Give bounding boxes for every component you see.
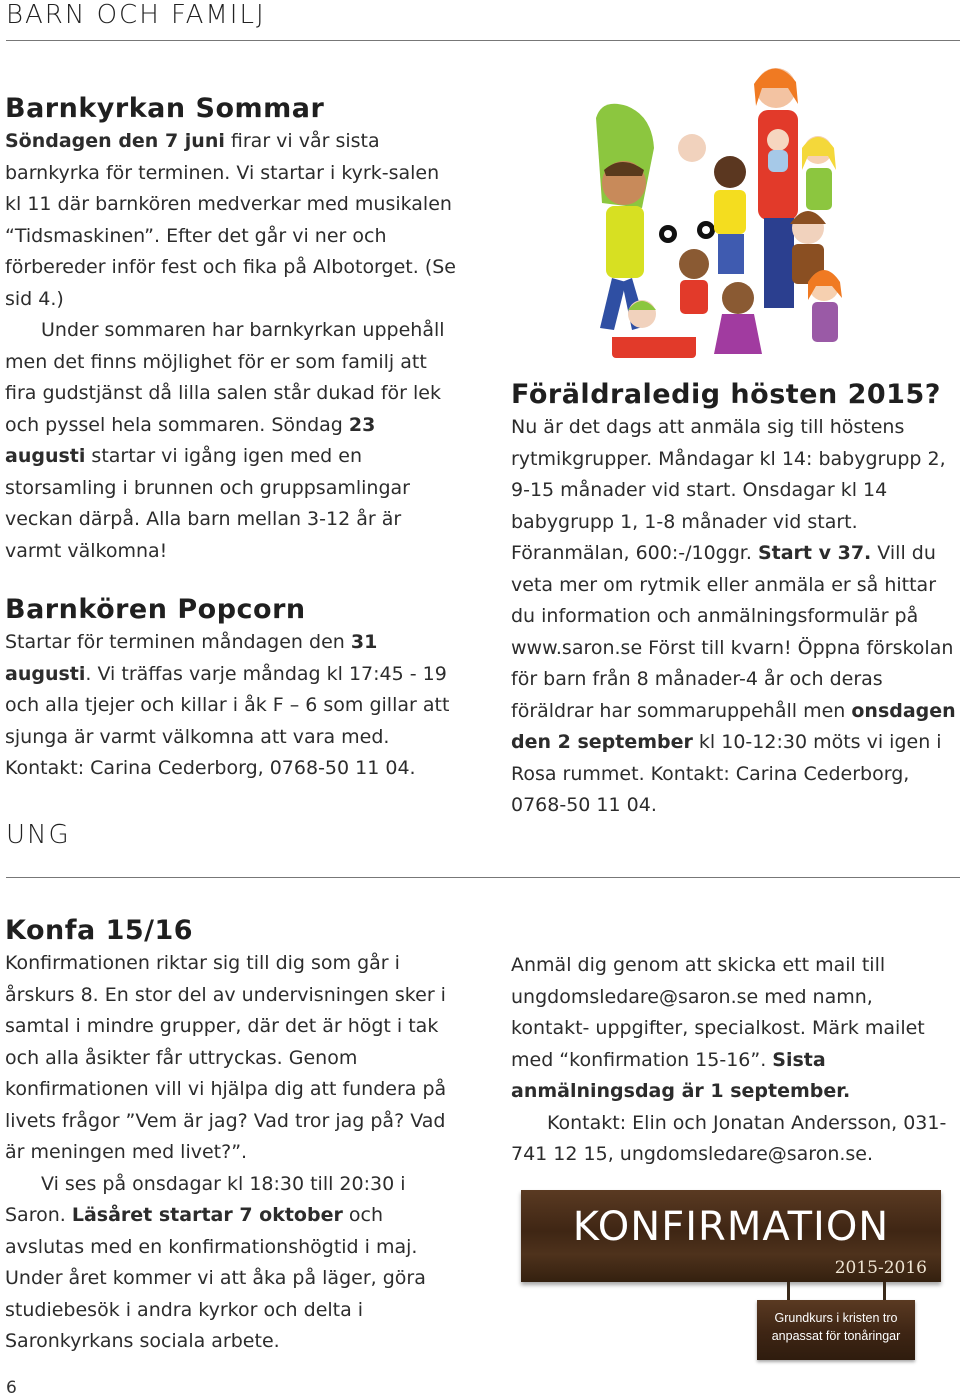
page-number: 6 [6, 1378, 17, 1398]
anmal-paragraph-2: Kontakt: Elin och Jonatan Andersson, 031-741 12 15, ungdomsledare@saron.se. [511, 1111, 947, 1165]
barnkyrkan-paragraph-2 [5, 315, 460, 567]
konfa-paragraph-1: Konfirmationen riktar sig till dig som går i årskurs 8. En stor del av undervisningen sker i samtal i mindre grupper, där det är högt i tak och alla åsikter får uttryckas. Genom konfirmationen vill vi hjälpa dig att fundera på livets frågor ”Vem är jag? Vad tror jag på? Vad är meningen med livet?”. [5, 952, 447, 1163]
konfirmation-sign [521, 1190, 941, 1400]
konfa-start-date: Läsåret startar 7 oktober [71, 1204, 343, 1226]
foraldraledig-date: onsdagen den 2 september [511, 699, 956, 753]
barnkyrkan-date: Söndagen den 7 juni [5, 130, 225, 152]
konfa-heading: Konfa 15/16 [5, 915, 194, 946]
barnkoren-heading: Barnkören Popcorn [5, 594, 306, 625]
barnkyrkan-text-2a: Under sommaren har barnkyrkan uppehåll men det finns möjlighet för er som familj att fira gudstjänst då lilla salen står dukad för lek och pyssel hela sommaren. Söndag [5, 319, 445, 436]
barnkoren-text-a: Startar för terminen måndagen den [5, 631, 351, 653]
right-column-top [511, 378, 959, 822]
anmal-deadline: Sista anmälningsdag är 1 september. [511, 1048, 851, 1102]
foraldraledig-paragraph [511, 412, 959, 822]
section-title-ung: UNG [6, 820, 71, 850]
foraldraledig-heading: Föräldraledig hösten 2015? [511, 379, 941, 410]
header-divider [6, 40, 960, 41]
sign-title: KONFIRMATION [572, 1204, 890, 1250]
sign-board [521, 1190, 941, 1282]
barnkoren-text-b: . Vi träffas varje måndag kl 17:45 - 19 och alla tjejer och killar i åk F – 6 som gillar att sjunga är varmt välkomna att vara med. Kontakt: Carina Cederborg, 0768-50 11 04. [5, 662, 450, 779]
konfa-text-2a: Vi ses på onsdagar kl 18:30 till 20:30 i Saron. [5, 1172, 406, 1226]
konfa-paragraph-2 [5, 1169, 457, 1358]
barnkyrkan-text-1: firar vi vår sista barnkyrka för terminen. Vi startar i kyrk-salen kl 11 där barnkören medverkar med musikalen “Tidsmaskinen”. Efter det går vi ner och förbereder inför fest och fika på Albotorget. (Se sid 4.) [5, 130, 456, 310]
sign-subtitle-1: Grundkurs i kristen tro [774, 1311, 898, 1325]
foraldraledig-start: Start v 37. [757, 542, 872, 564]
family-illustration [582, 58, 898, 376]
barnkoren-date: 31 augusti [5, 631, 378, 685]
konfa-text-2b: och avslutas med en konfirmationshögtid i maj. Under året kommer vi att åka på läger, göra studiebesök i andra kyrkor och delta i Saronkyrkans sociala arbete. [5, 1204, 426, 1352]
foraldraledig-text-b: Vill du veta mer om rytmik eller anmäla er så hittar du information och anmälningsformulär på www.saron.se Först till kvarn! Öppna förskolan för barn från 8 månader-4 år och deras föräldrar har sommaruppehåll men [511, 542, 954, 722]
section-title-barn-och-familj: BARN OCH FAMILJ [6, 0, 266, 30]
foraldraledig-text-a: Nu är det dags att anmäla sig till höstens rytmikgrupper. Måndagar kl 14: babygrupp 2, 9-15 månader vid start. Onsdagar kl 14 babygrupp 1, 1-8 månader vid start. Föranmälan, 600:-/10ggr. [511, 416, 946, 564]
anmal-paragraph-1 [511, 950, 951, 1108]
sign-subtitle-2: anpassat för tonåringar [771, 1329, 901, 1343]
anmal-text-1a: Anmäl dig genom att skicka ett mail till ungdomsledare@saron.se med namn, kontakt- uppgifter, specialkost. Märk mailet med “konfirmation 15-16”. [511, 954, 925, 1071]
barnkoren-paragraph [5, 627, 460, 785]
foraldraledig-text-c: kl 10-12:30 möts vi igen i Rosa rummet. Kontakt: Carina Cederborg, 0768-50 11 04. [511, 731, 942, 816]
ung-divider [6, 877, 960, 878]
left-column-top [5, 92, 460, 785]
left-column-bottom [5, 914, 457, 1358]
barnkyrkan-date-2: 23 augusti [5, 413, 376, 467]
barnkyrkan-heading: Barnkyrkan Sommar [5, 93, 325, 124]
barnkyrkan-text-2b: startar vi igång igen med en storsamling i brunnen och gruppsamlingar veckan därpå. Alla barn mellan 3-12 år är varmt välkomna! [5, 445, 410, 562]
sign-small-board [757, 1300, 915, 1360]
sign-year: 2015-2016 [834, 1258, 927, 1278]
right-column-bottom [511, 950, 951, 1171]
barnkyrkan-paragraph-1 [5, 126, 460, 315]
